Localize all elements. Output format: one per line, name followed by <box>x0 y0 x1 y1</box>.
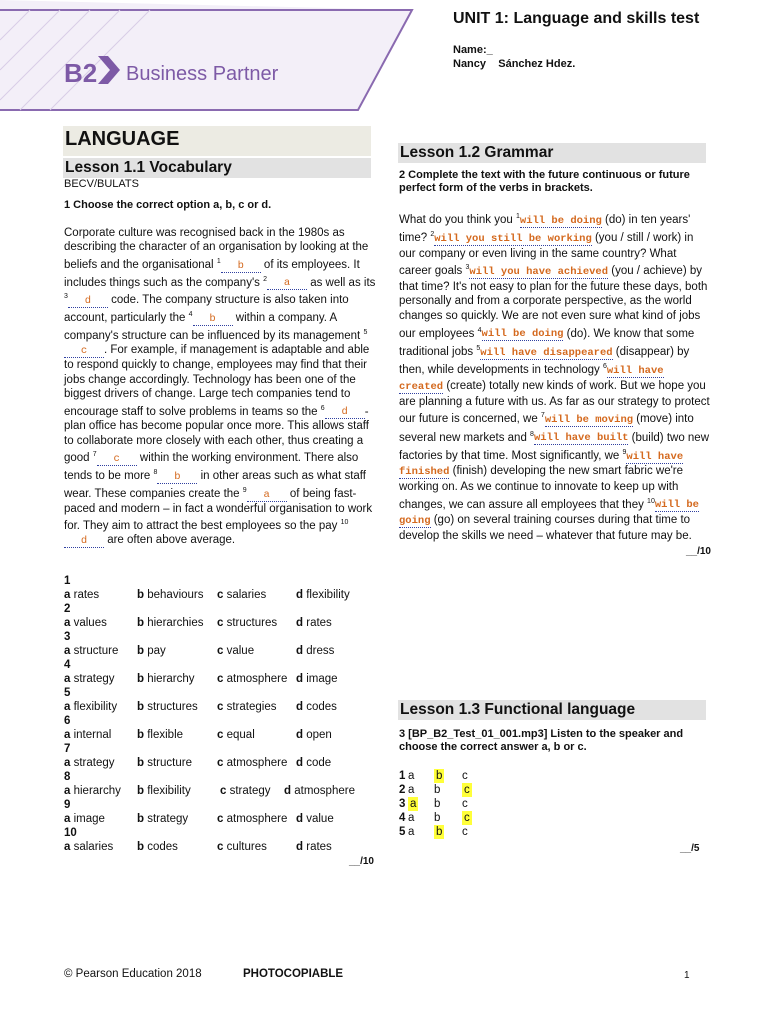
option-b[interactable]: b flexible <box>137 729 184 741</box>
grammar-gap-1[interactable]: will be doing <box>519 214 602 227</box>
option-a[interactable]: a flexibility <box>64 701 118 713</box>
option-b[interactable]: b hierarchies <box>137 617 204 629</box>
option-number: 2 <box>64 603 71 615</box>
language-heading: LANGUAGE <box>63 126 371 156</box>
answer-option-a[interactable]: a <box>408 770 415 782</box>
vocab-gap-4[interactable]: b <box>193 314 233 326</box>
page-number: 1 <box>684 970 690 981</box>
option-c[interactable]: c atmosphere <box>217 813 288 825</box>
lesson-11-instruction: 1 Choose the correct option a, b, c or d. <box>64 199 272 211</box>
answer-row <box>399 825 519 839</box>
answer-option-c[interactable]: c <box>462 770 468 782</box>
option-c[interactable]: c strategy <box>220 785 271 797</box>
option-number: 9 <box>64 799 71 811</box>
option-row <box>64 812 374 826</box>
option-d[interactable]: d codes <box>296 701 337 713</box>
vocab-gap-2[interactable]: a <box>267 278 307 290</box>
answer-option-c[interactable]: c <box>462 798 468 810</box>
vocab-gap-8[interactable]: b <box>157 472 197 484</box>
brand-name: Business Partner <box>126 63 279 85</box>
lesson-13-instruction: 3 [BP_B2_Test_01_001.mp3] Listen to the speaker and choose the correct answer a, b or c. <box>399 728 684 753</box>
functional-language-answers <box>399 769 519 839</box>
answer-number: 1 <box>399 770 406 782</box>
option-c[interactable]: c equal <box>217 729 255 741</box>
answer-option-b[interactable]: b <box>434 812 441 824</box>
grammar-gap-5[interactable]: will have disappeared <box>480 346 613 359</box>
option-c[interactable]: c atmosphere <box>217 673 288 685</box>
option-b[interactable]: b pay <box>137 645 166 657</box>
option-d[interactable]: d atmosphere <box>284 785 355 797</box>
answer-row <box>399 797 519 811</box>
option-b[interactable]: b hierarchy <box>137 673 195 685</box>
option-d[interactable]: d code <box>296 757 332 769</box>
option-a[interactable]: a values <box>64 617 107 629</box>
lesson-12-score: __/10 <box>685 546 711 558</box>
grammar-gap-9[interactable]: will have finished <box>399 450 684 479</box>
option-a[interactable]: a strategy <box>64 673 115 685</box>
vocabulary-passage: Corporate culture was recognised back in the 1980s as describing the character of an organisation by looking at the beliefs and the organisational $^1$ b of its employees. It includes things such as the company's $^2$ a as well as its $^3$ d code. The company structure is also taken into account, particularly the $^4$ b within a company. A company's structure can be influenced by its management $^5$c . For example, if management is adaptable and able to respond quickly to change, employees may find that their jobs change accordingly. Technology has been one of the biggest drivers of change. Large tech companies tend to encourage staff to solve problems in teams so the $^6$ d -plan office has become popular once more. This allows staff to collaborate more closely with each other, thus creating a good $^7$ c within the working environment. There also tends to be more $^8$ b in other areas such as what staff wear. These companies create the $^9$ a of being fast-paced and modern – in fact a wonderful organisation to work for. They aim to attract the best employees so the pay $^{10}$d are often above average. <box>64 227 376 548</box>
option-b[interactable]: b codes <box>137 841 178 853</box>
option-row <box>64 644 374 658</box>
option-c[interactable]: c cultures <box>217 841 267 853</box>
option-c[interactable]: c value <box>217 645 255 657</box>
option-b[interactable]: b behaviours <box>137 589 204 601</box>
option-b[interactable]: b structures <box>137 701 198 713</box>
vocab-gap-3[interactable]: d <box>68 296 108 308</box>
student-name-block <box>453 43 575 71</box>
option-a[interactable]: a image <box>64 813 105 825</box>
grammar-gap-10[interactable]: will be going <box>399 499 699 527</box>
option-number: 5 <box>64 687 71 699</box>
answer-option-a[interactable]: a <box>408 812 415 824</box>
grammar-gap-7[interactable]: will be moving <box>544 413 634 426</box>
student-name: Nancy Sánchez Hdez. <box>453 58 576 70</box>
option-d[interactable]: d image <box>296 673 338 685</box>
answer-number: 4 <box>399 812 406 824</box>
option-number: 1 <box>64 575 71 587</box>
option-row <box>64 728 374 742</box>
grammar-gap-3[interactable]: will you have achieved <box>469 266 609 279</box>
answer-number: 5 <box>399 826 406 838</box>
option-row <box>64 700 374 714</box>
option-number: 3 <box>64 631 71 643</box>
answer-option-b[interactable]: b <box>436 770 443 782</box>
grammar-gap-6[interactable]: will have created <box>399 365 664 393</box>
vocab-gap-9[interactable]: a <box>247 490 287 502</box>
answer-number: 3 <box>399 798 406 810</box>
vocab-gap-5[interactable]: c <box>64 346 104 358</box>
option-b[interactable]: b flexibility <box>137 785 191 797</box>
option-row <box>64 588 374 602</box>
option-a[interactable]: a strategy <box>64 757 115 769</box>
answer-number: 2 <box>399 784 406 796</box>
option-a[interactable]: a rates <box>64 589 100 601</box>
option-b[interactable]: b strategy <box>137 813 189 825</box>
option-d[interactable]: d flexibility <box>296 589 350 601</box>
answer-option-b[interactable]: b <box>434 784 441 796</box>
grammar-gap-4[interactable]: will be doing <box>481 328 564 341</box>
option-a[interactable]: a internal <box>64 729 112 741</box>
option-a[interactable]: a hierarchy <box>64 785 121 797</box>
lesson-12-title: Lesson 1.2 Grammar <box>398 143 706 163</box>
answer-row <box>399 783 519 797</box>
name-label: Name:_ <box>453 44 493 56</box>
answer-row <box>399 769 519 783</box>
option-number: 8 <box>64 771 71 783</box>
answer-option-b[interactable]: b <box>434 798 441 810</box>
option-d[interactable]: d dress <box>296 645 335 657</box>
answer-row <box>399 811 519 825</box>
grammar-gap-8[interactable]: will have built <box>533 432 629 445</box>
option-row <box>64 672 374 686</box>
option-row <box>64 756 374 770</box>
vocab-gap-6[interactable]: d <box>325 407 365 419</box>
option-a[interactable]: a salaries <box>64 841 114 853</box>
option-c[interactable]: c strategies <box>217 701 277 713</box>
vocab-gap-1[interactable]: b <box>221 261 261 273</box>
option-row <box>64 784 374 798</box>
copyright: © Pearson Education 2018 <box>64 968 202 980</box>
answer-option-a[interactable]: a <box>408 784 415 796</box>
lesson-13-score: __/5 <box>680 843 700 854</box>
grammar-gap-2[interactable]: will you still be working <box>434 233 592 246</box>
lesson-13-title: Lesson 1.3 Functional language <box>398 700 706 720</box>
option-c[interactable]: c structures <box>217 617 278 629</box>
lesson-11-score: __/10 <box>348 856 374 867</box>
brand-logo <box>0 0 420 112</box>
answer-option-a[interactable]: a <box>410 798 417 810</box>
option-c[interactable]: c atmosphere <box>217 757 288 769</box>
option-row <box>64 840 374 854</box>
vocabulary-options <box>64 574 374 867</box>
option-row <box>64 616 374 630</box>
option-c[interactable]: c salaries <box>217 589 267 601</box>
lesson-12-instruction: 2 Complete the text with the future continuous or future perfect form of the verbs in brackets. <box>399 169 690 194</box>
grammar-passage: What do you think you $^1$will be doing (do) in ten years' time? $^2$will you still be working (you / still / work) in our company or even living in the same country? What career goals $^3$will you have achieved (you / achieve) by that time? It's not easy to plan for the future these days, both personally and from a corporate perspective, as the world changes so quickly. We are not even sure what kind of jobs our employees $^4$will be doing (do). We know that some traditional jobs $^5$will have disappeared (disappear) by then, while developments in technology $^6$will have created (create) totally new kinds of work. But we hope you are planning a future with us. As far as our strategy to protect our future is concerned, we $^7$will be moving (move) into several new markets and $^8$will have built (build) two new factories by that time. Most significantly, we $^9$will have finished (finish) developing the new smart fabric we're working on. As we continue to innovate to keep up with changes, we can assure all employees that they $^{10}$will be going (go) on several training courses during that time to develop the skills we need – whatever that future may be. __/10 <box>399 210 711 560</box>
answer-option-a[interactable]: a <box>408 826 415 838</box>
answer-option-b[interactable]: b <box>436 826 443 838</box>
answer-option-c[interactable]: c <box>464 784 470 796</box>
option-number: 4 <box>64 659 71 671</box>
option-number: 10 <box>64 827 77 839</box>
option-d[interactable]: d rates <box>296 841 332 853</box>
option-b[interactable]: b structure <box>137 757 192 769</box>
option-a[interactable]: a structure <box>64 645 119 657</box>
answer-option-c[interactable]: c <box>462 826 468 838</box>
option-d[interactable]: d rates <box>296 617 332 629</box>
brand-level: B2 <box>64 58 98 88</box>
option-d[interactable]: d open <box>296 729 332 741</box>
photocopiable-label: PHOTOCOPIABLE <box>243 968 344 980</box>
option-d[interactable]: d value <box>296 813 334 825</box>
vocab-gap-10[interactable]: d <box>64 536 104 548</box>
lesson-11-title: Lesson 1.1 Vocabulary <box>63 158 371 178</box>
answer-option-c[interactable]: c <box>464 812 470 824</box>
lesson-11-subtitle: BECV/BULATS <box>64 178 139 190</box>
option-number: 6 <box>64 715 71 727</box>
vocab-gap-7[interactable]: c <box>97 454 137 466</box>
option-number: 7 <box>64 743 71 755</box>
unit-title: UNIT 1: Language and skills test <box>453 10 700 27</box>
